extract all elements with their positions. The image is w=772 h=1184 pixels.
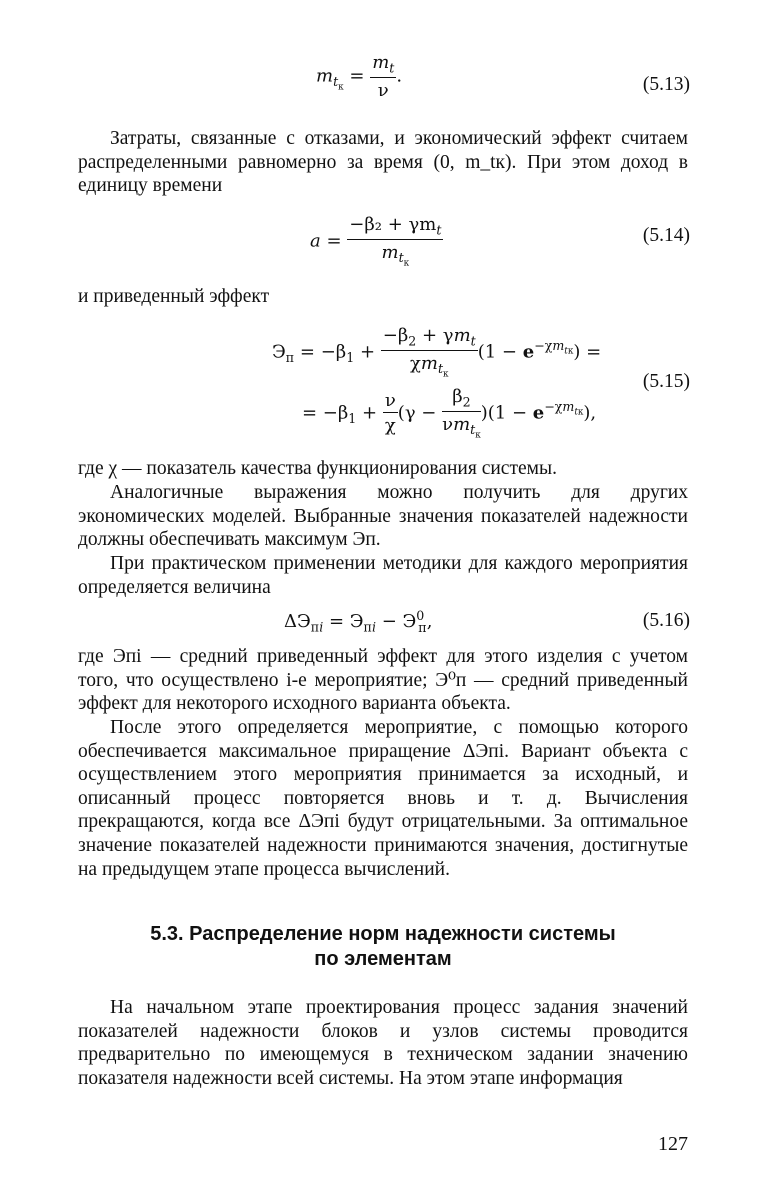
equation-5-15-line2: = $-\beta_1$ + $\frac{\nu}{\chi}$ (γ − $\frac{\beta_2}{\nu m_{t_к}}$ )$(1 - e^{-\chi m_{tк}})$, [302,386,597,441]
equation-number: (5.15) [642,371,690,392]
equation-number: (5.14) [642,225,690,246]
paragraph: На начальном этапе проектирования процесс задания значений показателей надежности блоков и узлов системы проводится предварительно по имеющемуся в техническом задании значению показателя надежности всей системы. На этом этапе информация [78,997,688,1089]
equation-5-14: a = $\frac{-\beta_2 + \gamma m_t}{m_{t_к}}$ [310,214,442,269]
equation-5-15-line1: $Э_п = -\beta_1$ + $\frac{-\beta_2 + \gamma m_t}{\chi m_{t_к}}$ $(1 - e^{-\chi m_{tк}})$ = [272,325,602,380]
section-heading-line2: по элементам [314,948,452,970]
equation-5-13: $m_{t_к}$ = $\frac{m_t}{\nu}$ . [316,52,403,101]
paragraph: Затраты, связанные с отказами, и экономический эффект считаем распределенными равномерно за время (0, m_tк). При этом доход в единицу времени [78,128,688,197]
equation-number: (5.13) [642,74,690,95]
section-heading: 5.3. Распределение норм надежности системы [150,923,616,945]
page-number: 127 [658,1133,688,1155]
paragraph: где χ — показатель качества функционирования системы. [78,458,557,479]
paragraph: При практическом применении методики для каждого мероприятия определяется величина [78,553,688,598]
paragraph: где Эпi — средний приведенный эффект для этого изделия с учетом того, что осуществлено i-е мероприятие; Э⁰п — средний приведенный эффект для некоторого исходного варианта объекта. [78,646,688,715]
equation-number: (5.16) [642,610,690,631]
paragraph: После этого определяется мероприятие, с помощью которого обеспечивается максимальное приращение ΔЭпi. Вариант объекта с осуществлением этого мероприятия принимается за исходный, и описанный процесс повторяется вновь и т. д. Вычисления прекращаются, когда все ΔЭпi будут отрицательными. За оптимальное значение показателей надежности принимаются значения, достигнутые на предыдущем этапе процесса вычислений. [78,717,688,880]
equation-5-16: $\Delta Э_{пi} = Э_{пi} - Э^0_п$, [284,608,433,635]
paragraph: Аналогичные выражения можно получить для других экономических моделей. Выбранные значения показателей надежности должны обеспечивать максимум Эп. [78,482,688,551]
paragraph: и приведенный эффект [78,286,270,307]
